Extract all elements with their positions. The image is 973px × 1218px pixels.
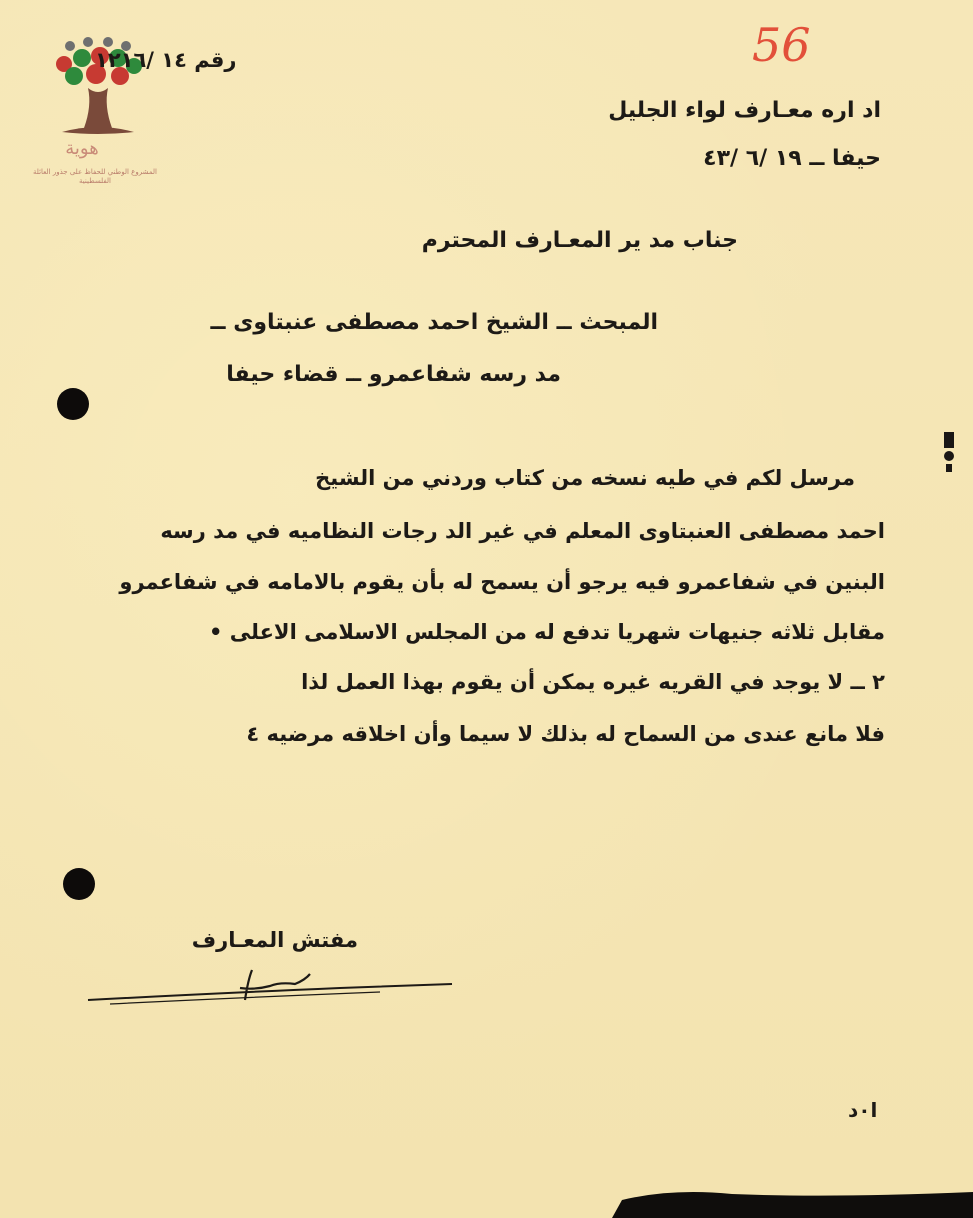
- clerk-initials: ا٠د: [848, 1098, 878, 1122]
- body-line: فلا مانع عندى من السماح له بذلك لا سيما وأن اخلاقه مرضيه ٤: [246, 722, 885, 746]
- body-line: ٢ ــ لا يوجد في القريه غيره يمكن أن يقوم بهذا العمل لذا: [301, 670, 885, 694]
- reference-number: رقم ١٤ /١٢١٦: [95, 48, 237, 72]
- page-edge-shadow: [612, 1178, 973, 1218]
- body-line: احمد مصطفى العنبتاوى المعلم في غير الد رجات النظاميه في مد رسه: [160, 519, 885, 543]
- subject-line-2: مد رسه شفاعمرو ــ قضاء حيفا: [226, 362, 561, 387]
- body-line: مرسل لكم في طيه نسخه من كتاب وردني من الشيخ: [315, 466, 855, 490]
- subject-line-1: المبحث ــ الشيخ احمد مصطفى عنبتاوى ــ: [210, 310, 658, 335]
- punch-hole-icon: [57, 388, 89, 420]
- issuer-office: اد اره معـارف لواء الجليل: [608, 98, 881, 123]
- logo-wordmark: هوية: [65, 138, 99, 159]
- handwritten-signature-icon: [80, 960, 460, 1010]
- logo-caption: المشروع الوطني للحفاظ على جذور العائلة الفلسطينية: [33, 168, 157, 185]
- punch-hole-icon: [63, 868, 95, 900]
- signer-title: مفتش المعـارف: [191, 928, 358, 952]
- edge-mark-icon: [940, 430, 958, 474]
- place-and-date: حيفا ــ ١٩ /٦ /٤٣: [703, 146, 881, 171]
- body-line: مقابل ثلاثه جنيهات شهريا تدفع له من المجلس الاسلامى الاعلى •: [209, 620, 885, 644]
- addressee: جناب مد ير المعـارف المحترم: [421, 228, 738, 253]
- folio-number: 56: [752, 18, 811, 72]
- body-line: البنين في شفاعمرو فيه يرجو أن يسمح له بأن يقوم بالامامه في شفاعمرو: [119, 570, 885, 594]
